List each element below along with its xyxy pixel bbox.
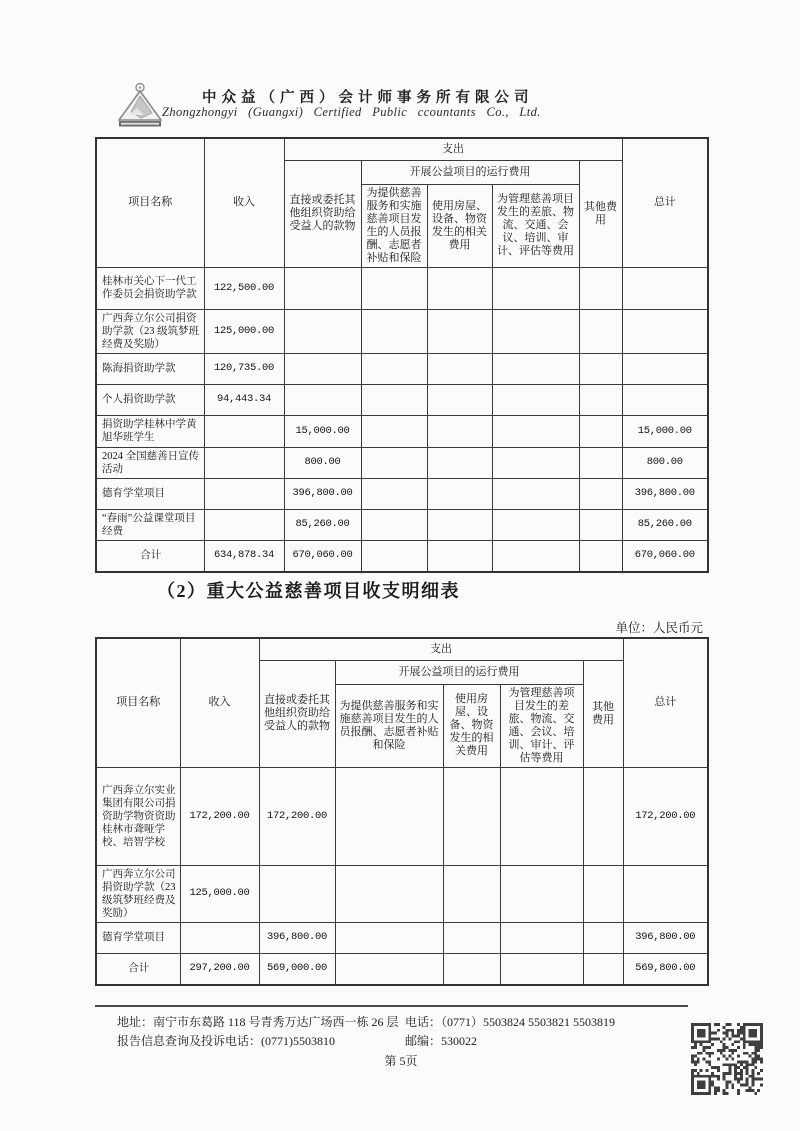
- cell-facility: [427, 478, 492, 509]
- col-personnel-cost: 为提供慈善服务和实施慈善项目发生的人员报酬、志愿者补贴和保险: [335, 684, 443, 767]
- cell-management: [492, 415, 579, 447]
- cell-project-name: 合计: [96, 953, 180, 985]
- cell-income: 120,735.00: [204, 353, 284, 384]
- col-total: 总计: [623, 638, 708, 767]
- footer-phone: 电话：（0771）5503824 5503821 5503819: [405, 1015, 616, 1029]
- cell-income: [204, 415, 284, 447]
- table-row: [96, 865, 708, 922]
- cell-income: 125,000.00: [180, 865, 259, 922]
- cell-personnel: [361, 478, 427, 509]
- cell-total: [623, 865, 708, 922]
- cell-facility: [427, 447, 492, 478]
- table-total-row: [96, 953, 708, 985]
- cell-income: 172,200.00: [180, 767, 259, 865]
- cell-income: 125,000.00: [204, 309, 284, 353]
- table-total-row: [96, 540, 708, 572]
- cell-direct: 396,800.00: [259, 922, 335, 953]
- cell-other: [579, 415, 622, 447]
- cell-facility: [427, 509, 492, 540]
- cell-direct: 172,200.00: [259, 767, 335, 865]
- col-total: 总计: [622, 138, 708, 267]
- cell-direct: 85,260.00: [284, 509, 361, 540]
- cell-direct: 569,000.00: [259, 953, 335, 985]
- footer-hotline: 报告信息查询及投诉电话：(0771)5503810: [117, 1034, 335, 1048]
- footer-postal-code: 邮编：530022: [405, 1034, 478, 1048]
- cell-management: [492, 509, 579, 540]
- cell-other: [579, 509, 622, 540]
- cell-management: [492, 267, 579, 309]
- company-logo-icon: [116, 82, 164, 128]
- cell-other: [579, 447, 622, 478]
- cell-management: [500, 767, 583, 865]
- cell-facility: [427, 384, 492, 415]
- col-management-cost: 为管理慈善项目发生的差旅、物流、交通、会议、培训、审计、评估等费用: [500, 684, 583, 767]
- cell-management: [500, 953, 583, 985]
- col-other-cost: 其他费用: [583, 660, 623, 767]
- cell-facility: [427, 267, 492, 309]
- cell-management: [492, 384, 579, 415]
- cell-total: [622, 309, 708, 353]
- cell-personnel: [361, 267, 427, 309]
- cell-project-name: 2024 全国慈善日宣传活动: [96, 447, 204, 478]
- cell-income: 297,200.00: [180, 953, 259, 985]
- cell-project-name: 个人捐资助学款: [96, 384, 204, 415]
- cell-income: [180, 922, 259, 953]
- cell-other: [583, 922, 623, 953]
- col-expense: 支出: [259, 638, 623, 660]
- cell-facility: [443, 767, 500, 865]
- cell-other: [579, 478, 622, 509]
- cell-facility: [427, 540, 492, 572]
- cell-project-name: 德育学堂项目: [96, 922, 180, 953]
- col-project-name: 项目名称: [96, 638, 180, 767]
- cell-other: [583, 953, 623, 985]
- cell-personnel: [335, 922, 443, 953]
- cell-other: [579, 384, 622, 415]
- table-row: [96, 309, 708, 353]
- cell-income: 634,878.34: [204, 540, 284, 572]
- cell-personnel: [361, 540, 427, 572]
- table-row: [96, 767, 708, 865]
- cell-direct: [284, 384, 361, 415]
- col-other-cost: 其他费用: [579, 160, 622, 267]
- cell-project-name: 陈海捐资助学款: [96, 353, 204, 384]
- currency-unit-note: 单位：人民币元: [615, 621, 703, 635]
- company-name-en: Zhongzhongyi (Guangxi) Certified Public ccountants Co., Ltd.: [162, 105, 541, 119]
- cell-personnel: [361, 309, 427, 353]
- cell-total: [622, 267, 708, 309]
- col-management-cost: 为管理慈善项目发生的差旅、物流、交通、会议、培训、审计、评估等费用: [492, 184, 579, 267]
- cell-personnel: [335, 953, 443, 985]
- income-expense-table: [95, 137, 709, 573]
- cell-other: [579, 353, 622, 384]
- table-row: [96, 478, 708, 509]
- section-title: （2）重大公益慈善项目收支明细表: [157, 581, 460, 601]
- cell-project-name: 合计: [96, 540, 204, 572]
- col-facility-cost: 使用房屋、设备、物资发生的相关费用: [443, 684, 500, 767]
- col-income: 收入: [180, 638, 259, 767]
- cell-income: [204, 478, 284, 509]
- cell-direct: [284, 267, 361, 309]
- cell-management: [492, 478, 579, 509]
- footer-address: 地址：南宁市东葛路 118 号青秀万达广场西一栋 26 层: [117, 1015, 399, 1029]
- table-row: [96, 509, 708, 540]
- cell-other: [579, 540, 622, 572]
- cell-management: [492, 540, 579, 572]
- col-facility-cost: 使用房屋、设备、物资发生的相关费用: [427, 184, 492, 267]
- table-row: [96, 384, 708, 415]
- cell-management: [492, 447, 579, 478]
- cell-management: [500, 922, 583, 953]
- cell-personnel: [335, 865, 443, 922]
- cell-facility: [427, 353, 492, 384]
- cell-project-name: 德育学堂项目: [96, 478, 204, 509]
- cell-personnel: [361, 509, 427, 540]
- col-expense: 支出: [284, 138, 622, 160]
- cell-total: 396,800.00: [623, 922, 708, 953]
- cell-management: [492, 353, 579, 384]
- cell-total: 85,260.00: [622, 509, 708, 540]
- cell-facility: [427, 415, 492, 447]
- cell-direct: [259, 865, 335, 922]
- cell-other: [579, 267, 622, 309]
- col-running-cost: 开展公益项目的运行费用: [335, 660, 583, 684]
- cell-management: [500, 865, 583, 922]
- cell-income: 94,443.34: [204, 384, 284, 415]
- qr-code-icon: [691, 1023, 763, 1095]
- page-number: 第 5页: [384, 1054, 418, 1068]
- col-income: 收入: [204, 138, 284, 267]
- major-project-income-expense-table: [95, 637, 709, 986]
- cell-facility: [443, 865, 500, 922]
- cell-direct: 15,000.00: [284, 415, 361, 447]
- cell-personnel: [335, 767, 443, 865]
- cell-total: [622, 353, 708, 384]
- cell-direct: 800.00: [284, 447, 361, 478]
- cell-income: [204, 447, 284, 478]
- col-project-name: 项目名称: [96, 138, 204, 267]
- cell-project-name: 广西奔立尔实业集团有限公司捐资助学物资资助桂林市聋哑学校、培智学校: [96, 767, 180, 865]
- cell-total: 800.00: [622, 447, 708, 478]
- cell-other: [583, 865, 623, 922]
- cell-personnel: [361, 384, 427, 415]
- cell-personnel: [361, 447, 427, 478]
- table-row: [96, 447, 708, 478]
- cell-total: 396,800.00: [622, 478, 708, 509]
- cell-direct: [284, 353, 361, 384]
- cell-facility: [443, 953, 500, 985]
- cell-project-name: 捐资助学桂林中学黄旭华班学生: [96, 415, 204, 447]
- cell-personnel: [361, 415, 427, 447]
- cell-facility: [443, 922, 500, 953]
- cell-total: 15,000.00: [622, 415, 708, 447]
- cell-income: 122,500.00: [204, 267, 284, 309]
- cell-total: 569,800.00: [623, 953, 708, 985]
- cell-project-name: 广西奔立尔公司捐资助学款（23 级筑梦班经费及奖励）: [96, 309, 204, 353]
- cell-total: [622, 384, 708, 415]
- col-running-cost: 开展公益项目的运行费用: [361, 160, 579, 184]
- cell-direct: 396,800.00: [284, 478, 361, 509]
- cell-personnel: [361, 353, 427, 384]
- col-direct-aid: 直接或委托其他组织资助给受益人的款物: [259, 660, 335, 767]
- table-row: [96, 267, 708, 309]
- cell-project-name: “春雨”公益课堂项目经费: [96, 509, 204, 540]
- cell-total: 172,200.00: [623, 767, 708, 865]
- cell-other: [583, 767, 623, 865]
- table-row: [96, 922, 708, 953]
- cell-direct: [284, 309, 361, 353]
- cell-facility: [427, 309, 492, 353]
- col-direct-aid: 直接或委托其他组织资助给受益人的款物: [284, 160, 361, 267]
- table-row: [96, 415, 708, 447]
- cell-income: [204, 509, 284, 540]
- table-row: [96, 353, 708, 384]
- cell-other: [579, 309, 622, 353]
- cell-management: [492, 309, 579, 353]
- cell-project-name: 桂林市关心下一代工作委员会捐资助学款: [96, 267, 204, 309]
- col-personnel-cost: 为提供慈善服务和实施慈善项目发生的人员报酬、志愿者补贴和保险: [361, 184, 427, 267]
- cell-total: 670,060.00: [622, 540, 708, 572]
- cell-project-name: 广西奔立尔公司捐资助学款（23 级筑梦班经费及奖励）: [96, 865, 180, 922]
- company-name-cn: 中众益（广西）会计师事务所有限公司: [202, 90, 534, 106]
- cell-direct: 670,060.00: [284, 540, 361, 572]
- footer-rule: [95, 1005, 688, 1007]
